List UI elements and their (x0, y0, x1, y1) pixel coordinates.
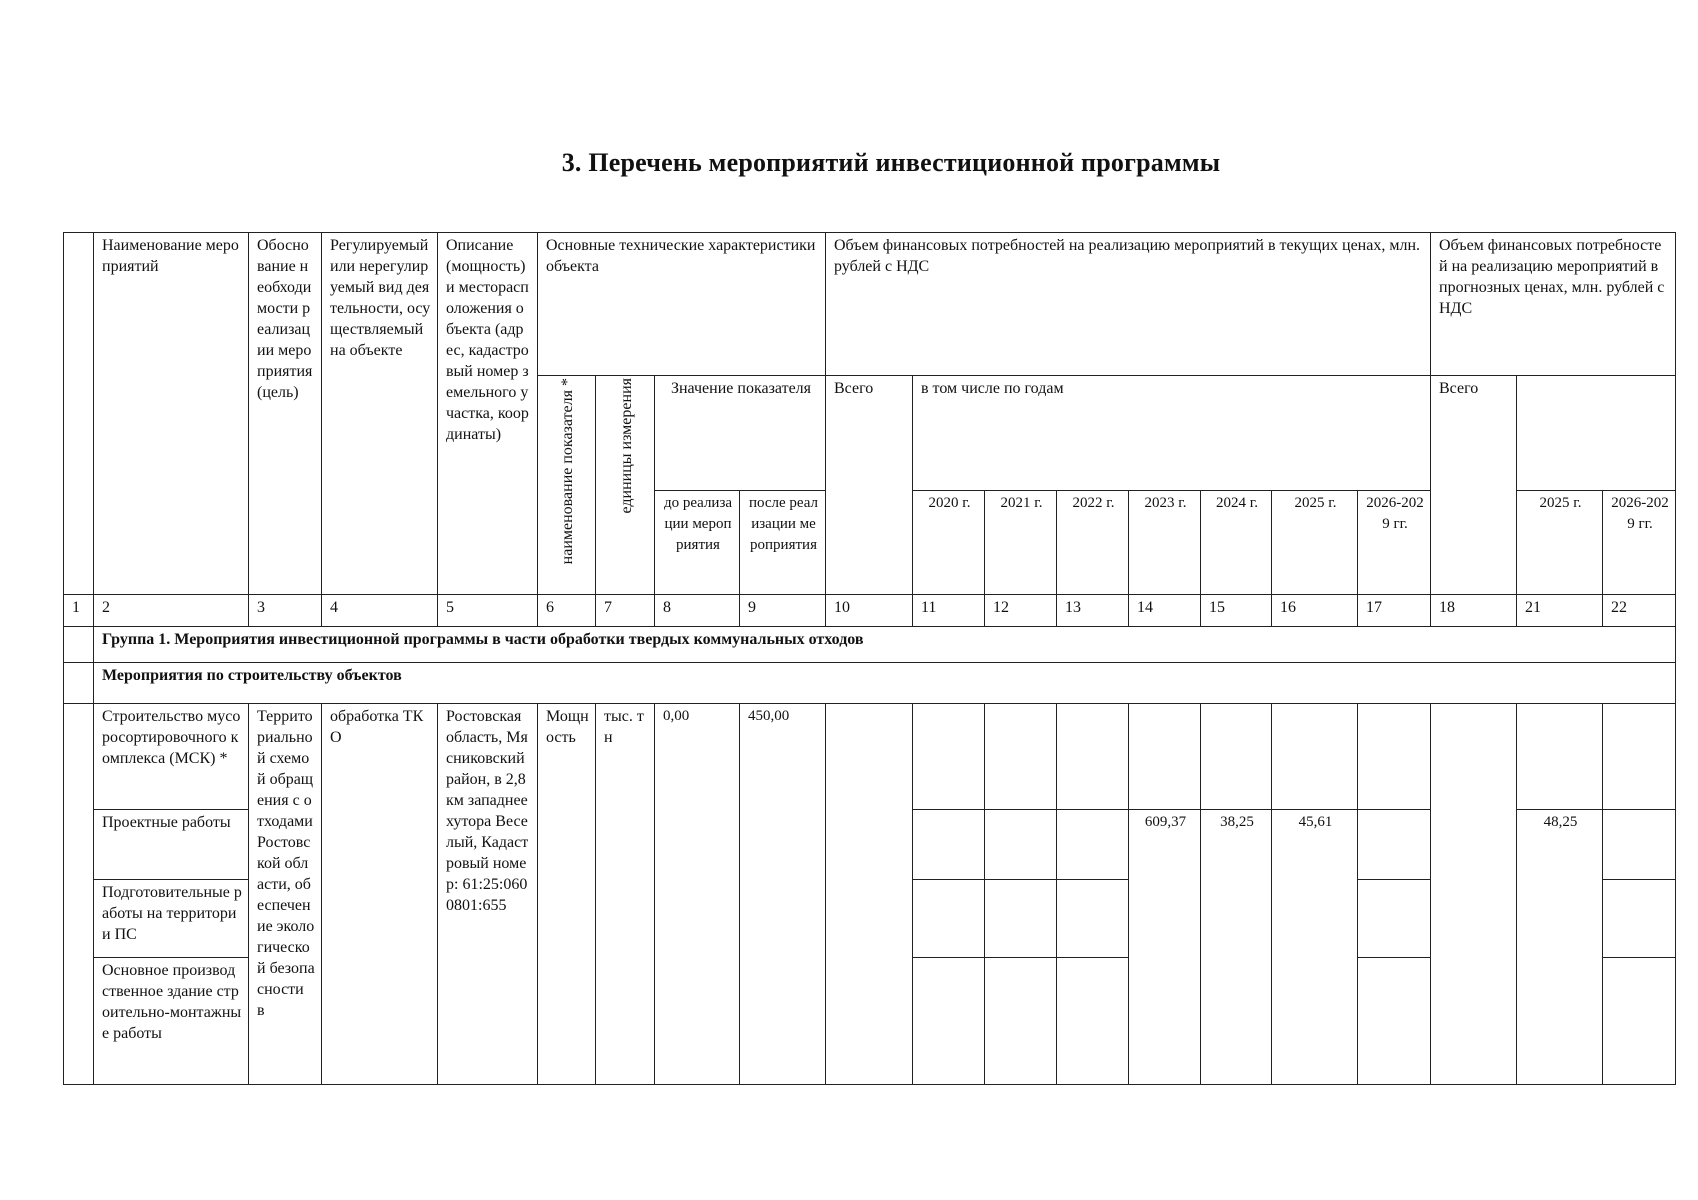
cell-forecast-2025 (1517, 704, 1603, 810)
column-number: 15 (1201, 595, 1272, 627)
cell-2020 (913, 880, 985, 958)
group-index-cell (64, 627, 94, 663)
column-number: 14 (1129, 595, 1201, 627)
header-tech-chars: Основные технические характеристики объекта (538, 233, 826, 376)
header-regulated: Регулируемый или нерегулируемый вид деятельности, осуществляемый на объекте (322, 233, 438, 595)
project-location: Ростовская область, Мясниковский район, в 2,8 км западнее хутора Веселый, Кадастровый номер: 61:25:0600801:655 (438, 704, 538, 1085)
sub-item-preparatory: Подготовительные работы на территории ПС (94, 880, 249, 958)
cell-2020 (913, 810, 985, 880)
sub-item-main-building: Основное производственное здание строительно-монтажные работы (94, 958, 249, 1085)
column-number: 3 (249, 595, 322, 627)
cell-2022 (1057, 880, 1129, 958)
cell-forecast-2026-2029 (1603, 810, 1676, 880)
value-2024: 38,25 (1201, 810, 1272, 1085)
header-fin-current: Объем финансовых потребностей на реализацию мероприятий в текущих ценах, млн. рублей с НДС (826, 233, 1431, 376)
forecast-year-2026-2029: 2026-2029 гг. (1603, 491, 1676, 595)
year-2024: 2024 г. (1201, 491, 1272, 595)
column-number: 13 (1057, 595, 1129, 627)
cell-forecast-2026-2029 (1603, 704, 1676, 810)
header-by-years: в том числе по годам (913, 376, 1431, 491)
header-justification: Обоснование необходимости реализации мероприятия (цель) (249, 233, 322, 595)
header-indicator-value: Значение показателя (655, 376, 826, 491)
column-number: 16 (1272, 595, 1358, 627)
header-total-forecast: Всего (1431, 376, 1517, 595)
column-number: 17 (1358, 595, 1431, 627)
project-forecast-total (1431, 704, 1517, 1085)
project-justification: Территориальной схемой обращения с отходами Ростовской области, обеспечение экологической безопасности в (249, 704, 322, 1085)
cell-2021 (985, 880, 1057, 958)
project-after-value: 450,00 (740, 704, 826, 1085)
column-number: 21 (1517, 595, 1603, 627)
cell-2022 (1057, 704, 1129, 810)
header-fin-forecast: Объем финансовых потребностей на реализацию мероприятий в прогнозных ценах, млн. рублей с НДС (1431, 233, 1676, 376)
project-before-value: 0,00 (655, 704, 740, 1085)
cell-2021 (985, 704, 1057, 810)
project-name: Строительство мусоросортировочного комплекса (МСК) * (94, 704, 249, 810)
year-2022: 2022 г. (1057, 491, 1129, 595)
project-total (826, 704, 913, 1085)
column-number: 22 (1603, 595, 1676, 627)
header-index-cell (64, 233, 94, 595)
year-2021: 2021 г. (985, 491, 1057, 595)
cell-2022 (1057, 958, 1129, 1085)
cell-forecast-2026-2029 (1603, 958, 1676, 1085)
column-number: 7 (596, 595, 655, 627)
project-indicator: Мощность (538, 704, 596, 1085)
column-number: 10 (826, 595, 913, 627)
cell-2024 (1201, 704, 1272, 810)
year-2026-2029: 2026-2029 гг. (1358, 491, 1431, 595)
header-total: Всего (826, 376, 913, 595)
column-number: 6 (538, 595, 596, 627)
cell-2026-2029 (1358, 704, 1431, 810)
value-forecast-2025: 48,25 (1517, 810, 1603, 1085)
page-title: 3. Перечень мероприятий инвестиционной программы (561, 148, 1221, 177)
column-number: 12 (985, 595, 1057, 627)
cell-2021 (985, 958, 1057, 1085)
forecast-year-2025: 2025 г. (1517, 491, 1603, 595)
cell-2026-2029 (1358, 958, 1431, 1085)
column-number: 9 (740, 595, 826, 627)
project-index-cell (64, 704, 94, 1085)
subgroup-title: Мероприятия по строительству объектов (94, 663, 1676, 704)
subgroup-index-cell (64, 663, 94, 704)
header-before: до реализации мероприятия (655, 491, 740, 595)
cell-2020 (913, 704, 985, 810)
cell-2025 (1272, 704, 1358, 810)
column-number: 18 (1431, 595, 1517, 627)
cell-2026-2029 (1358, 880, 1431, 958)
column-number: 5 (438, 595, 538, 627)
column-number: 2 (94, 595, 249, 627)
cell-forecast-2026-2029 (1603, 880, 1676, 958)
header-indicator-name: наименование показателя * (538, 376, 596, 595)
investment-program-table (63, 232, 1676, 1085)
year-2023: 2023 г. (1129, 491, 1201, 595)
cell-2020 (913, 958, 985, 1085)
header-description: Описание (мощность) и месторасположения объекта (адрес, кадастровый номер земельного участка, координаты) (438, 233, 538, 595)
column-number: 4 (322, 595, 438, 627)
group-title: Группа 1. Мероприятия инвестиционной программы в части обработки твердых коммунальных отходов (94, 627, 1676, 663)
header-forecast-blank (1517, 376, 1676, 491)
header-after: после реализации мероприятия (740, 491, 826, 595)
cell-2021 (985, 810, 1057, 880)
project-activity: обработка ТКО (322, 704, 438, 1085)
year-2020: 2020 г. (913, 491, 985, 595)
value-2025: 45,61 (1272, 810, 1358, 1085)
value-2023: 609,37 (1129, 810, 1201, 1085)
project-unit: тыс. тн (596, 704, 655, 1085)
cell-2022 (1057, 810, 1129, 880)
cell-2023 (1129, 704, 1201, 810)
column-number: 1 (64, 595, 94, 627)
column-numbers-row (64, 595, 1676, 627)
sub-item-design: Проектные работы (94, 810, 249, 880)
year-2025: 2025 г. (1272, 491, 1358, 595)
header-name: Наименование мероприятий (94, 233, 249, 595)
column-number: 11 (913, 595, 985, 627)
column-number: 8 (655, 595, 740, 627)
cell-2026-2029 (1358, 810, 1431, 880)
header-units: единицы измерения (596, 376, 655, 595)
